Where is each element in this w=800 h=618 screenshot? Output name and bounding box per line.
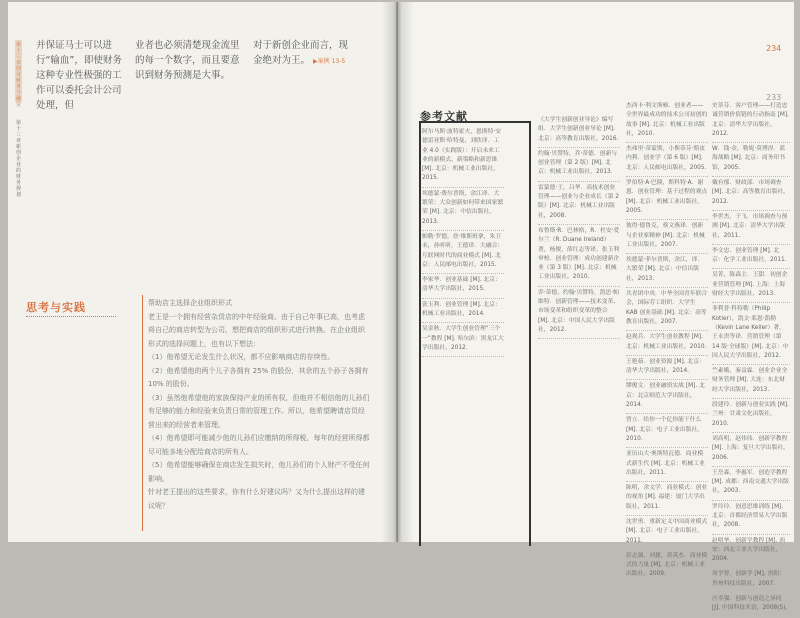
reference-item: 王岳森，李惠军．创造学教程 [M]. 成都：西南交通大学出版社，2003. [712,467,790,501]
section-title: 思考与实践 [26,301,86,314]
reference-item: 乔·蒂德，约翰·贝赞特，凯思·帕维特．创新管理——技术变革、市场变革和组织变革的整合 [M]. 北京：中国人民大学出版社，2012. [538,287,620,339]
reference-item: 缪俊文．创业融资实战 [M]. 北京：北京师范大学出版社，2014. [626,380,708,414]
practice-paragraph: 针对老王提出的这些要求，你有什么好建议吗？又为什么提出这样的建议呢？ [148,488,365,510]
reference-item: 菲利普·科特勒（Philip Kotler），凯文·莱恩·凯勒（Kevin Lane Keller）著，王永贵等译．营销管理（第 14 版·全球版）[M]. 北京：中国人民大学出版社，2012. [712,303,790,365]
reference-item: 李世杰，于飞．市场调查与预测 [M]. 北京：清华大学出版社，2011. [712,211,790,245]
reference-item: W．钱·金，勒妮·莫博涅．蓝海战略 [M]. 北京：商务印书馆，2005. [712,143,790,177]
case-caption: ▶案例 13-5 [313,58,346,65]
reference-item: 周学智，创新学 [M]. 贵阳：贵州科技出版社，2007. [712,568,790,593]
references-title: 参考文献 [420,110,468,123]
reference-item: 罗伯特·A·巴隆，斯科特·A．谢恩．创业管理：基于过程的观点 [M]. 北京：机械工业出版社，2005. [626,177,708,220]
reference-item: 陈明，余文学．商业模式：创业的视角 [M]. 福建：厦门大学出版社，2011. [626,482,708,516]
reference-item: 李家华．创业基础 [M]. 北京：清华大学出版社，2015. [422,274,504,299]
practice-paragraph: （5）他希望能够确保在商店发生损失时，他儿孙们的个人财产不受任何影响。 [148,461,370,483]
practice-heading: 帮助店主选择企业组织形式 [148,299,232,307]
section-divider [26,316,116,317]
reference-item: 王艳茹．创业资源 [M]. 北京：清华大学出版社，2014. [626,356,708,381]
reference-item: 曾立．给你一个亿你能干什么 [M]. 北京：电子工业出版社，2010. [626,414,708,448]
references-column-1 [422,126,504,357]
text-column-3 [253,38,357,69]
references-column-2 [538,114,620,339]
column-text: 对于新创企业而言，现金绝对为王。 [253,40,349,66]
reference-item: 杰弗里·蒂蒙斯，小斯蒂芬·斯皮内利．创业学（第 6 版）[M]. 北京：人民邮电出版社，2005. [626,143,708,177]
chapter-side-label-secondary: 第十三章 新创企业的财务规划 [16,120,22,198]
practice-paragraph: （4）他希望即可能减少他的儿孙们应缴纳的所得税，每年的经营所得都尽可能多地分配给商店的所有人。 [148,434,370,456]
vertical-divider [142,295,143,531]
page-number-secondary: 233 [766,93,782,102]
reference-item: 帕勒·罗德，詹·维斯班拿，朱卫未，孙听昕，王德译．大融合：互联网时代的商业模式 [M]. 北京：人民邮电出版社，2015. [422,231,504,274]
reference-item: 彼得·德鲁克，蔡文燕译．创新与企业家精神 [M]. 北京：机械工业出版社，2007. [626,220,708,254]
reference-item: 沈世勇．重新定义中国商业模式 [M]. 北京：电子工业出版社，2011. [626,516,708,550]
reference-item: 杰西卡·利文斯顿．创业者——全世界最成功的技术公司初创的故事 [M]. 北京：机械工业出版社，2010. [626,100,708,143]
reference-item: 赵明华．创新学教程 [M]. 西安：西北工业大学出版社，2004. [712,535,790,569]
reference-item: 阿尔马斯·波特霍夫，恩斯特·安德雷亚斯·哈特曼，刘欣译．工业 4.0（实践版）：开启未来工业的新模式、新策略和新思维 [M]. 北京：机械工业出版社，2015. [422,126,504,188]
reference-item: 史蒂芬．客户管理——打造忠诚营销价值链的行动指南 [M]. 北京：清华大学出版社，2012. [712,100,790,143]
reference-item: 雷蒙德·王，吕华．高技术创业管理——创业与企业成长（第 2 版）[M]. 北京：机械工业出版社，2008. [538,182,620,225]
practice-paragraph: （3）虽然他希望他的家族保持产业的所有权，但他并不相信他的儿孙们有足够的能力和经验来负责日常的管理工作。所以，他希望聘请店员经营出来的经营者来管理。 [148,393,370,429]
reference-item: 约翰·贝赞特，乔·蒂德．创新与创业管理（第 2 版）[M]. 北京：机械工业出版社，2013. [538,148,620,182]
reference-item: 罗玲玲．创意思维训练 [M]. 北京：首都经济贸易大学出版社，2008. [712,501,790,535]
text-column-1 [36,38,126,113]
reference-item: 《大学生创新创业导论》编写组．大学生创新创业导论 [M]. 北京：高等教育出版社，2016. [538,114,620,148]
reference-item: 戴有郁．财政部．市场调查 [M]. 北京：高等教育出版社，2012. [712,177,790,211]
book-gutter [382,2,414,542]
page-number: 234 [766,44,782,53]
column-text: 业者也必须清楚现金流里的每一个数字，而且要意识到财务预测是大事。 [135,40,240,81]
reference-item: 彭志强，刘捷，黄英杰．商业模式的力量 [M]. 北京：机械工业出版社，2009. [626,550,708,584]
text-column-2 [135,38,243,83]
reference-item: 埃德蒙·菲尔普斯，余江，译．大繁荣 [M]. 北京：中信出版社，2013. [626,254,708,288]
reference-item: 埃德蒙·费尔普斯，余江译．大繁荣：大众创新如何带来国家繁荣 [M]. 北京：中信出版社，2013. [422,188,504,231]
reference-item: 庄寿强．创新与创造之异同 [J]. 中国科技术语，2008(5). [712,593,790,618]
reference-item: 赵观兵．大学生创业教程 [M]. 北京：机械工业出版社，2010. [626,331,708,356]
reference-item: 竺素娥，秦益霖．创业企业全财务管理 [M]. 大连：东北财经大学出版社，2013. [712,365,790,399]
reference-item: 张玉利．创业管理 [M]. 北京：机械工业出版社，2014. [422,299,504,324]
practice-paragraph: （1）他希望无论发生什么状况，都不应影响商店的存续性。 [148,353,335,361]
reference-item: 吴菁，陈森主．王甜．初创企业营销管理 [M]. 上海：上海财经大学出版社，2013. [712,269,790,303]
reference-item: 刘高明，赵伟伟．创新学教程 [M]. 上海：复旦大学出版社，2006. [712,433,790,467]
practice-text [148,297,370,513]
practice-paragraph: 老王是一个拥有经营杂货店的中年经验商。由于自己年事已高，也考虑将自己的商店转型为公司，想把商店的组织形式进行转换。在企业组织形式的选择问题上，也有以下想法： [148,312,365,348]
reference-item: 段建玲．创新与创业实践 [M]. 兰州：甘肃文化出版社，2010. [712,399,790,433]
reference-item: 布鲁斯·R．巴林格，R．杜安·爱尔兰（R. Duane Ireland）著，杨俊，薛红志等译，张玉利审校．创业管理：成功创建新企业（第 3 版）[M]. 北京：机械工业出版社，2010. [538,225,620,287]
references-column-3 [626,100,708,584]
reference-item: 亚历山大·奥斯特瓦德．商业模式新生代 [M]. 北京：机械工业出版社，2011. [626,448,708,482]
reference-item: 共青团中央．中华全国青年联合会，国际劳工组织．大学生 KAB 创业基础 [M]. 北京：高等教育出版社，2007. [626,288,708,331]
reference-item: 李文忠．创业管理 [M]. 北京：化学工业出版社，2011. [712,245,790,270]
references-column-4 [712,100,790,618]
reference-item: 吴金秋．大学生创业管理“三个一”教程 [M]. 哈尔滨：黑龙江大学出版社，2012. [422,323,504,357]
chapter-side-label: 第十三章 创业财务与融资 [16,42,22,108]
column-text: 并保证马士可以进行“输血”，即使财务这种专业性极强的工作可以委托会计公司处理，但 [36,40,122,111]
practice-paragraph: （2）他希望他的两个儿子各拥有 25% 的股份，其余的五个孙子各拥有 10% 的股份。 [148,366,369,388]
